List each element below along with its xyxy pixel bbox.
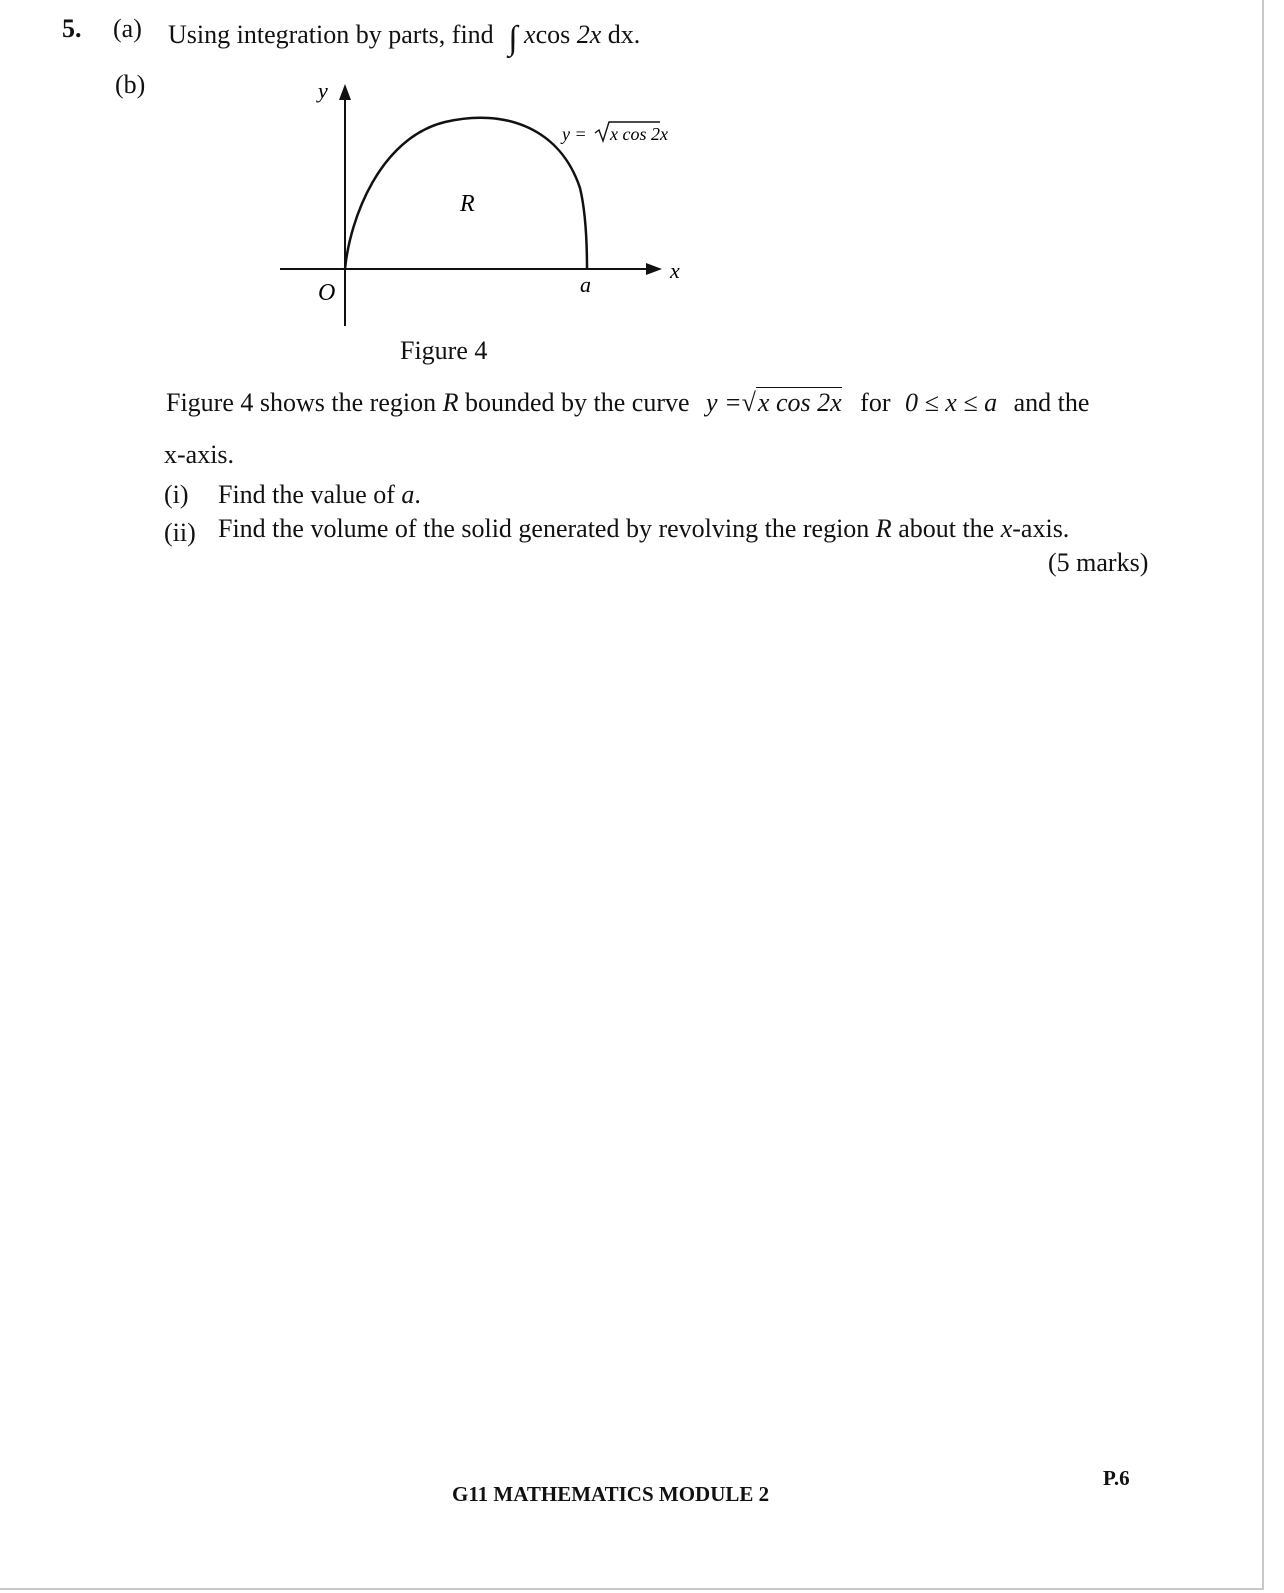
page-number: P.6 bbox=[1103, 1466, 1130, 1490]
sqrt-icon: √ bbox=[741, 388, 756, 417]
differential: dx bbox=[607, 20, 634, 49]
integrand-arg: 2x bbox=[576, 20, 602, 49]
a-label: a bbox=[580, 272, 591, 297]
figure-caption: Figure 4 bbox=[400, 336, 488, 365]
figure-4-graph bbox=[270, 78, 710, 338]
part-a-period: . bbox=[633, 20, 641, 49]
sub-ii-label: (ii) bbox=[164, 518, 196, 547]
origin-label: O bbox=[318, 280, 336, 306]
part-b-label: (b) bbox=[115, 70, 146, 99]
y-axis-arrow-icon bbox=[339, 84, 351, 100]
part-a-text: Using integration by parts, find bbox=[168, 20, 494, 49]
sub-ii-text-end: -axis. bbox=[1012, 514, 1070, 543]
sub-i-label: (i) bbox=[164, 480, 189, 509]
desc-curve-lhs: y = bbox=[706, 388, 742, 417]
sub-i-var: a bbox=[401, 480, 415, 509]
question-number: 5. bbox=[62, 14, 82, 43]
x-axis-arrow-icon bbox=[646, 263, 662, 275]
desc-pre: Figure 4 shows the region bbox=[166, 388, 437, 417]
integrand-var: x bbox=[524, 20, 536, 49]
sub-ii-region: R bbox=[875, 514, 892, 543]
desc-curve-radicand: x cos 2x bbox=[757, 388, 842, 417]
sub-ii-axis: x bbox=[1000, 514, 1013, 543]
y-axis-label: y bbox=[318, 78, 328, 103]
part-a-question bbox=[168, 14, 641, 57]
integrand-fn: cos bbox=[535, 20, 571, 49]
figure-description-line1 bbox=[166, 388, 1089, 418]
desc-region: R bbox=[442, 388, 459, 417]
curve-label-lhs: y = bbox=[562, 124, 587, 144]
desc-sqrt bbox=[742, 388, 842, 418]
part-a-label: (a) bbox=[113, 14, 142, 43]
curve-label-radicand: x cos 2x bbox=[610, 124, 668, 144]
desc-post: and the bbox=[1013, 388, 1090, 417]
module-footer: G11 MATHEMATICS MODULE 2 bbox=[452, 1482, 770, 1506]
marks-label: (5 marks) bbox=[1048, 548, 1149, 577]
sub-ii-text-pre: Find the volume of the solid generated by revolving the region bbox=[218, 514, 870, 543]
region-label: R bbox=[460, 191, 475, 217]
sub-ii-question bbox=[218, 514, 1069, 544]
sub-i-end: . bbox=[414, 480, 421, 509]
sub-ii-text-mid: about the bbox=[898, 514, 995, 543]
figure-description-line2: x-axis. bbox=[164, 440, 235, 469]
desc-mid: bounded by the curve bbox=[464, 388, 690, 417]
integral-sign: ∫ bbox=[508, 20, 518, 57]
sub-i-text: Find the value of bbox=[218, 480, 395, 509]
x-axis-label: x bbox=[670, 258, 680, 283]
desc-range: 0 ≤ x ≤ a bbox=[904, 388, 998, 417]
sub-i-question bbox=[218, 480, 421, 510]
desc-for: for bbox=[860, 388, 891, 417]
